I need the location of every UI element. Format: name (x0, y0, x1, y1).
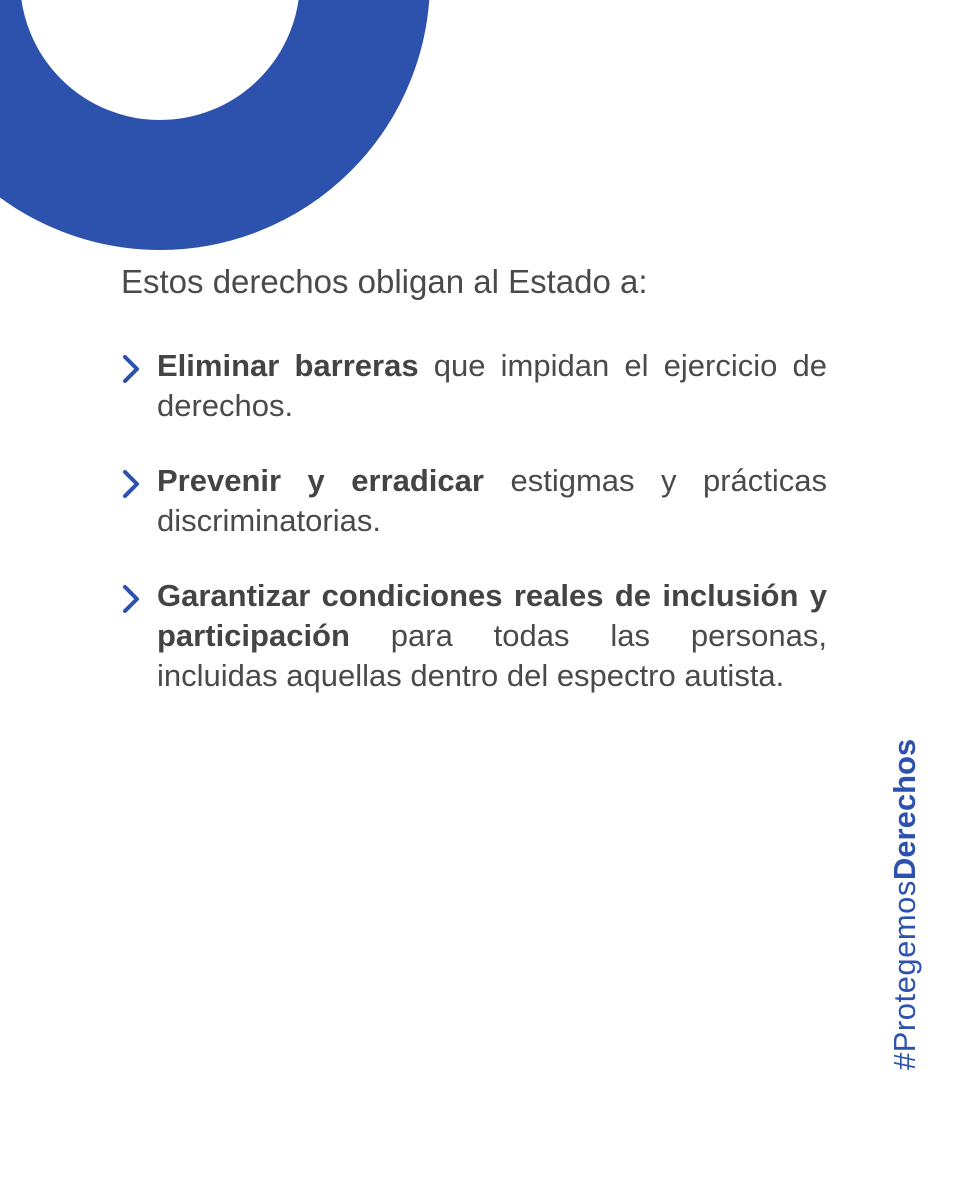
item-bold-text: Prevenir y erradicar (157, 463, 484, 498)
hashtag-prefix: #Protegemos (887, 880, 922, 1070)
list-item (121, 576, 827, 696)
hashtag-emphasis: Derechos (887, 738, 922, 881)
decorative-ring-shape (0, 0, 430, 250)
list-item (121, 346, 827, 426)
hashtag-label (885, 730, 925, 1070)
item-bold-text: Garantizar condiciones reales de inclusión y participación (157, 578, 827, 653)
chevron-right-icon (121, 584, 141, 614)
chevron-right-icon (121, 354, 141, 384)
item-text: estigmas y prácticas discriminatorias. (157, 463, 828, 538)
intro-text: Estos derechos obligan al Estado a: (121, 263, 648, 300)
rights-obligations-section (121, 262, 827, 696)
item-text: que impidan el ejercicio de derechos. (157, 348, 827, 423)
obligations-list (121, 346, 827, 696)
item-text: para todas las personas, incluidas aquellas dentro del espectro autista. (157, 618, 827, 693)
list-item (121, 461, 827, 541)
item-bold-text: Eliminar barreras (157, 348, 419, 383)
chevron-right-icon (121, 469, 141, 499)
